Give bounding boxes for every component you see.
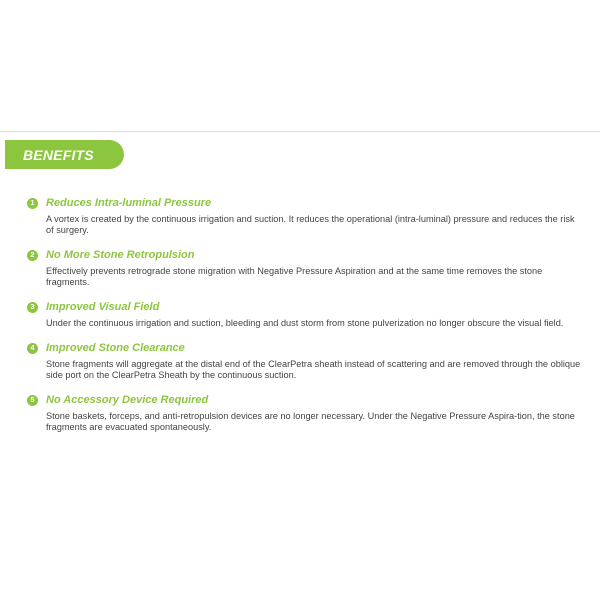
benefit-header — [27, 196, 587, 210]
benefit-title: Improved Stone Clearance — [46, 342, 185, 354]
benefit-description: A vortex is created by the continuous irrigation and suction. It reduces the operational (intra-luminal) pressure and reduces the risk of surgery. — [46, 214, 575, 235]
benefit-header — [27, 300, 587, 314]
benefit-item-4 — [27, 341, 587, 381]
benefit-description: Under the continuous irrigation and suction, bleeding and dust storm from stone pulverization no longer obscure the visual field. — [46, 318, 564, 328]
benefit-item-3 — [27, 300, 587, 329]
benefit-header — [27, 341, 587, 355]
benefit-description: Effectively prevents retrograde stone migration with Negative Pressure Aspiration and at the same time removes the stone fragments. — [46, 266, 543, 287]
benefit-title: Reduces Intra-luminal Pressure — [46, 197, 212, 209]
number-badge-icon: 5 — [27, 395, 38, 406]
benefits-list — [27, 196, 587, 445]
benefit-item-2 — [27, 248, 587, 288]
benefit-description: Stone baskets, forceps, and anti-retropulsion devices are no longer necessary. Under the Negative Pressure Aspira-tion, the stone fragments are evacuated spontaneously. — [46, 411, 575, 432]
benefit-title: No Accessory Device Required — [46, 394, 209, 406]
benefit-header — [27, 248, 587, 262]
benefit-item-1 — [27, 196, 587, 236]
benefit-description: Stone fragments will aggregate at the distal end of the ClearPetra sheath instead of scattering and are removed through the oblique side port on the ClearPetra Sheath by the continuous suction. — [46, 359, 581, 380]
number-badge-icon: 1 — [27, 198, 38, 209]
benefit-title: No More Stone Retropulsion — [46, 249, 195, 261]
benefits-heading: BENEFITS — [23, 146, 94, 163]
benefit-header — [27, 393, 587, 407]
number-badge-icon: 4 — [27, 343, 38, 354]
number-badge-icon: 3 — [27, 302, 38, 313]
top-divider — [0, 131, 600, 132]
number-badge-icon: 2 — [27, 250, 38, 261]
benefit-item-5 — [27, 393, 587, 433]
benefit-title: Improved Visual Field — [46, 301, 160, 313]
benefits-header-pill — [5, 140, 124, 169]
